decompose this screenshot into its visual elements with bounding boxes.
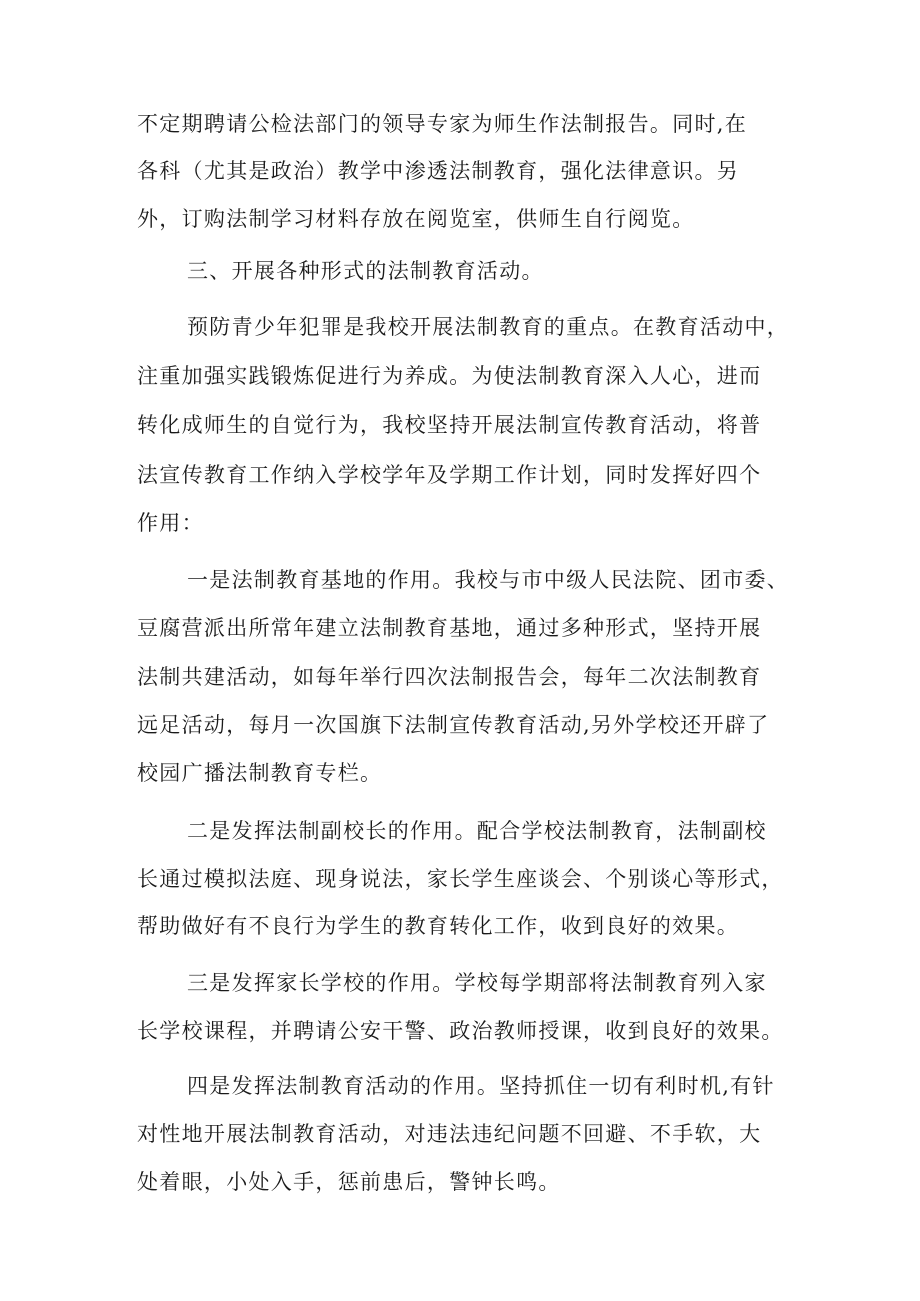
text-line: 作用： (137, 511, 204, 535)
text-line: 处着眼，小处入手，惩前患后，警钟长鸣。 (137, 1170, 561, 1194)
text-line: 注重加强实践锻炼促进行为养成。为使法制教育深入人心，进而 (137, 364, 762, 388)
section-heading: 三、开展各种形式的法制教育活动。 (187, 259, 544, 283)
text-line: 法宣传教育工作纳入学校学年及学期工作计划，同时发挥好四个 (137, 463, 762, 487)
text-line: 转化成师生的自觉行为，我校坚持开展法制宣传教育活动，将普 (137, 413, 762, 437)
text-line: 远足活动，每月一次国旗下法制宣传教育活动,另外学校还开辟了 (137, 713, 770, 737)
text-line: 各科（尤其是政治）教学中渗透法制教育，强化法律意识。另 (137, 159, 740, 183)
text-line: 长学校课程，并聘请公安干警、政治教师授课，收到良好的效果。 (137, 1019, 784, 1043)
text-line: 校园广播法制教育专栏。 (137, 761, 383, 785)
text-line: 二是发挥法制副校长的作用。配合学校法制教育，法制副校 (187, 819, 767, 843)
text-line: 长通过模拟法庭、现身说法，家长学生座谈会、个别谈心等形式， (137, 867, 784, 891)
text-line: 一是法制教育基地的作用。我校与市中级人民法院、团市委、 (187, 568, 790, 592)
text-line: 帮助做好有不良行为学生的教育转化工作，收到良好的效果。 (137, 914, 740, 938)
text-line: 预防青少年犯罪是我校开展法制教育的重点。在教育活动中， (187, 315, 790, 339)
text-line: 豆腐营派出所常年建立法制教育基地，通过多种形式，坚持开展 (137, 616, 762, 640)
text-line: 对性地开展法制教育活动，对违法违纪问题不回避、不手软，大 (137, 1122, 762, 1146)
text-line: 法制共建活动，如每年举行四次法制报告会，每年二次法制教育 (137, 665, 762, 689)
text-line: 四是发挥法制教育活动的作用。坚持抓住一切有利时机,有针 (187, 1074, 775, 1098)
text-line: 不定期聘请公检法部门的领导专家为师生作法制报告。同时,在 (137, 112, 748, 136)
text-line: 三是发挥家长学校的作用。学校每学期部将法制教育列入家 (187, 971, 767, 995)
text-line: 外，订购法制学习材料存放在阅览室，供师生自行阅览。 (137, 207, 695, 231)
